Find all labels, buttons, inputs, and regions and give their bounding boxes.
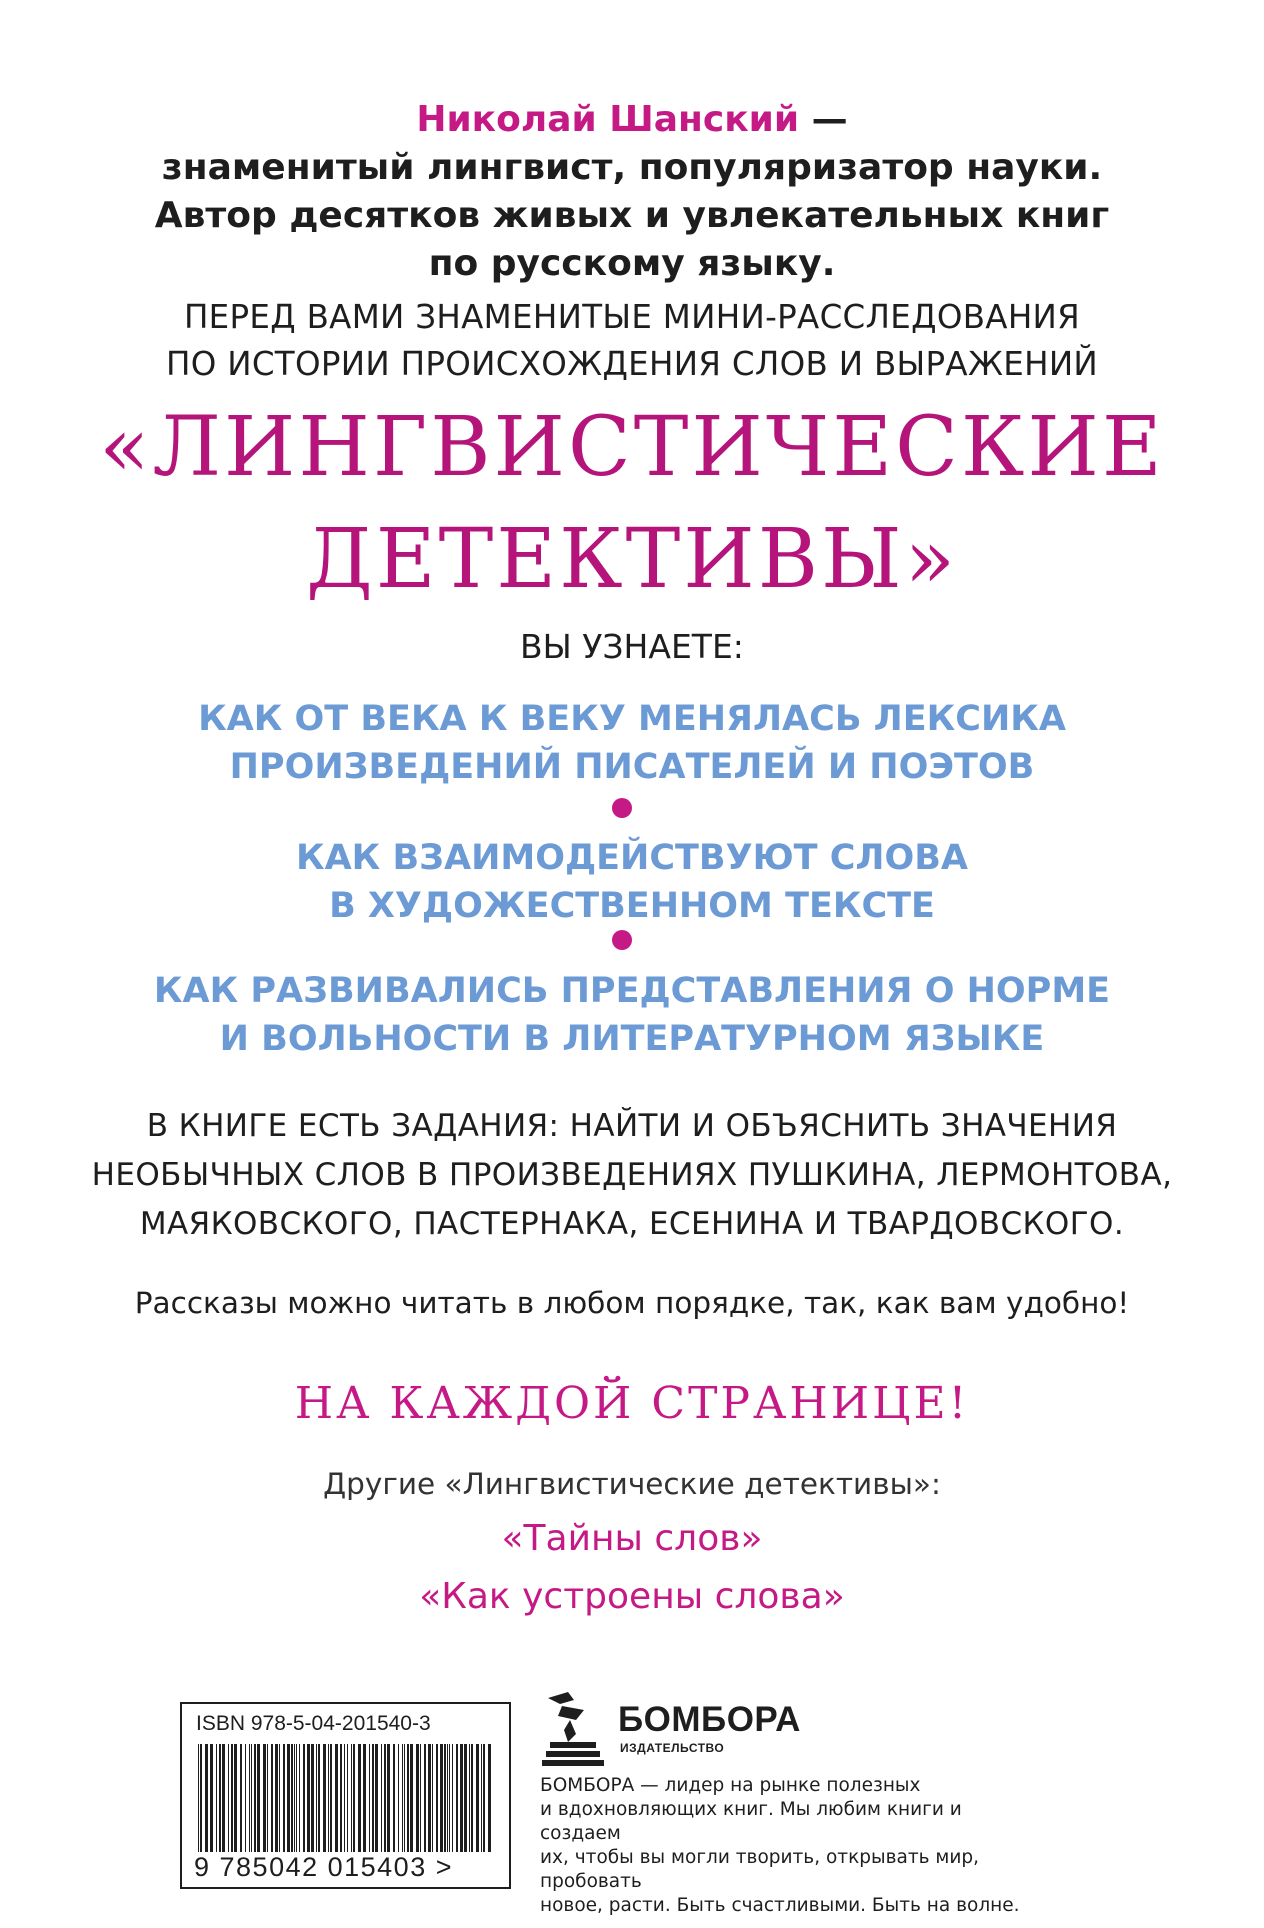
barcode-bar	[428, 1744, 431, 1852]
tasks-line-2: НЕОБЫЧНЫХ СЛОВ В ПРОИЗВЕДЕНИЯХ ПУШКИНА, ЛЕРМОНТОВА,	[91, 1157, 1173, 1193]
barcode-box	[180, 1702, 511, 1889]
barcode-bar	[456, 1744, 458, 1852]
author-dash: —	[799, 99, 848, 140]
learn-bullet-1-line-2: ПРОИЗВЕДЕНИЙ ПИСАТЕЛЕЙ И ПОЭТОВ	[229, 747, 1035, 787]
barcode-bar	[381, 1744, 382, 1852]
barcode-bar	[407, 1744, 409, 1852]
learn-bullet-1	[0, 695, 1264, 791]
barcode-bar	[449, 1744, 450, 1852]
barcode-bar	[240, 1744, 242, 1852]
reading-note: Рассказы можно читать в любом порядке, так, как вам удобно!	[134, 1286, 1130, 1320]
slogan: НА КАЖДОЙ СТРАНИЦЕ!	[294, 1378, 970, 1429]
barcode-bar	[353, 1744, 355, 1852]
publisher-description-line: и вдохновляющих книг. Мы любим книги и создаем	[540, 1799, 962, 1844]
publisher-description-line: их, чтобы вы могли творить, открывать мир, пробовать	[540, 1847, 979, 1892]
barcode-bar	[303, 1744, 305, 1852]
barcode-bar	[464, 1744, 467, 1852]
barcode-bar	[469, 1744, 470, 1852]
barcode-bar	[283, 1744, 285, 1852]
barcode-bar	[228, 1744, 229, 1852]
barcode-bar	[358, 1744, 361, 1852]
other-book-title-1: «Тайны слов»	[501, 1518, 763, 1559]
learn-bullet-1-line-1: КАК ОТ ВЕКА К ВЕКУ МЕНЯЛАСЬ ЛЕКСИКА	[198, 699, 1066, 739]
barcode-bar	[219, 1744, 221, 1852]
barcode-bar	[481, 1744, 482, 1852]
publisher-description-line: БОМБОРА — лидер на рынке полезных	[540, 1775, 921, 1796]
learn-bullet-3	[0, 967, 1264, 1063]
barcode-bar	[402, 1744, 403, 1852]
barcode-bar	[200, 1744, 202, 1852]
author-line-1	[0, 96, 1264, 144]
tasks-text	[0, 1102, 1264, 1249]
barcode-bar	[452, 1744, 453, 1852]
other-book-title-2: «Как устроены слова»	[419, 1576, 845, 1617]
barcode-bar	[251, 1744, 252, 1852]
barcode-bar	[318, 1744, 320, 1852]
barcode-bar	[432, 1744, 433, 1852]
barcode-bar	[424, 1744, 426, 1852]
barcode-bar	[263, 1744, 266, 1852]
bombora-logo-icon	[540, 1690, 610, 1768]
barcode-bar	[299, 1744, 300, 1852]
barcode-bar	[483, 1744, 485, 1852]
barcode-bar	[271, 1744, 273, 1852]
barcode-bar	[351, 1744, 352, 1852]
barcode-bar	[460, 1744, 463, 1852]
barcode-bar	[404, 1744, 405, 1852]
barcode-bar	[254, 1744, 256, 1852]
isbn-text: ISBN 978-5-04-201540-3	[196, 1712, 431, 1735]
barcode-bar	[369, 1744, 370, 1852]
barcode-bar	[440, 1744, 443, 1852]
publisher-description	[540, 1774, 1030, 1918]
barcode-bar	[231, 1744, 233, 1852]
intro-line-2: ПО ИСТОРИИ ПРОИСХОЖДЕНИЯ СЛОВ И ВЫРАЖЕНИЙ	[165, 345, 1099, 383]
barcode-bar	[249, 1744, 250, 1852]
bullet-separator-dot	[612, 798, 632, 818]
learn-bullet-2	[0, 834, 1264, 930]
author-line-3: Автор десятков живых и увлекательных книг	[154, 195, 1110, 236]
barcode-bar	[420, 1744, 421, 1852]
barcode-bar	[471, 1744, 473, 1852]
barcode-bar	[294, 1744, 295, 1852]
tasks-line-1: В КНИГЕ ЕСТЬ ЗАДАНИЯ: НАЙТИ И ОБЪЯСНИТЬ ЗНАЧЕНИЯ	[146, 1108, 1118, 1144]
intro-line-1: ПЕРЕД ВАМИ ЗНАМЕНИТЫЕ МИНИ-РАССЛЕДОВАНИЯ	[183, 298, 1081, 336]
barcode-bar	[384, 1744, 386, 1852]
barcode-bar	[335, 1744, 338, 1852]
author-name: Николай Шанский	[416, 99, 800, 140]
barcode-bar	[222, 1744, 225, 1852]
barcode-bar	[311, 1744, 314, 1852]
barcode-bar	[198, 1744, 199, 1852]
barcode-bar	[291, 1744, 293, 1852]
barcode-bar	[416, 1744, 419, 1852]
barcode-bar	[387, 1744, 390, 1852]
barcode-bar	[347, 1744, 348, 1852]
barcode-bar	[267, 1744, 268, 1852]
barcode-bar	[257, 1744, 260, 1852]
bullet-separator-dot	[612, 930, 632, 950]
barcode-bar	[436, 1744, 438, 1852]
author-line-4: по русскому языку.	[428, 243, 836, 284]
barcode-digits: 9 785042 015403 >	[194, 1852, 453, 1882]
learn-heading: ВЫ УЗНАЕТЕ:	[520, 627, 744, 666]
barcode-bar	[275, 1744, 278, 1852]
barcode-bar	[375, 1744, 378, 1852]
barcode-bar	[210, 1744, 213, 1852]
learn-bullet-2-line-2: В ХУДОЖЕСТВЕННОМ ТЕКСТЕ	[329, 886, 935, 926]
barcode-bar	[488, 1744, 491, 1852]
barcode-bar	[234, 1744, 237, 1852]
learn-bullet-3-line-1: КАК РАЗВИВАЛИСЬ ПРЕДСТАВЛЕНИЯ О НОРМЕ	[153, 971, 1111, 1011]
other-books-heading: Другие «Лингвистические детективы»:	[323, 1467, 941, 1501]
publisher-subtitle: ИЗДАТЕЛЬСТВО	[620, 1741, 725, 1755]
author-line-2: знаменитый лингвист, популяризатор науки.	[161, 147, 1103, 188]
barcode-bar	[330, 1744, 332, 1852]
barcode-bar	[476, 1744, 479, 1852]
barcode-bar	[398, 1744, 399, 1852]
barcode-bar	[328, 1744, 329, 1852]
book-title-line-2: ДЕТЕКТИВЫ»	[306, 512, 958, 607]
barcode-bar	[205, 1744, 208, 1852]
barcode-bar	[216, 1744, 217, 1852]
barcode-bar	[245, 1744, 246, 1852]
intro-text	[0, 294, 1264, 388]
barcode-bar	[296, 1744, 297, 1852]
barcode-bar	[279, 1744, 280, 1852]
barcode-bar	[323, 1744, 326, 1852]
barcode-bar	[447, 1744, 448, 1852]
barcode-bar	[363, 1744, 366, 1852]
tasks-line-3: МАЯКОВСКОГО, ПАСТЕРНАКА, ЕСЕНИНА И ТВАРДОВСКОГО.	[139, 1206, 1125, 1242]
publisher-name: БОМБОРА	[618, 1700, 801, 1739]
barcode-bar	[444, 1744, 446, 1852]
publisher-description-line: новое, расти. Быть счастливыми. Быть на волне.	[540, 1895, 1020, 1916]
book-title	[0, 392, 1264, 616]
barcode-bar	[344, 1744, 345, 1852]
barcode-bar	[393, 1744, 395, 1852]
barcode-bar	[287, 1744, 290, 1852]
author-block	[0, 96, 1264, 288]
book-title-line-1: «ЛИНГВИСТИЧЕСКИЕ	[99, 400, 1165, 495]
barcode-bar	[340, 1744, 342, 1852]
barcode-bar	[316, 1744, 317, 1852]
barcode-bars	[196, 1744, 496, 1852]
learn-bullet-3-line-2: И ВОЛЬНОСТИ В ЛИТЕРАТУРНОМ ЯЗЫКЕ	[219, 1019, 1045, 1059]
barcode-bar	[410, 1744, 413, 1852]
learn-bullet-2-line-1: КАК ВЗАИМОДЕЙСТВУЮТ СЛОВА	[295, 838, 968, 878]
barcode-bar	[372, 1744, 374, 1852]
barcode-bar	[307, 1744, 310, 1852]
